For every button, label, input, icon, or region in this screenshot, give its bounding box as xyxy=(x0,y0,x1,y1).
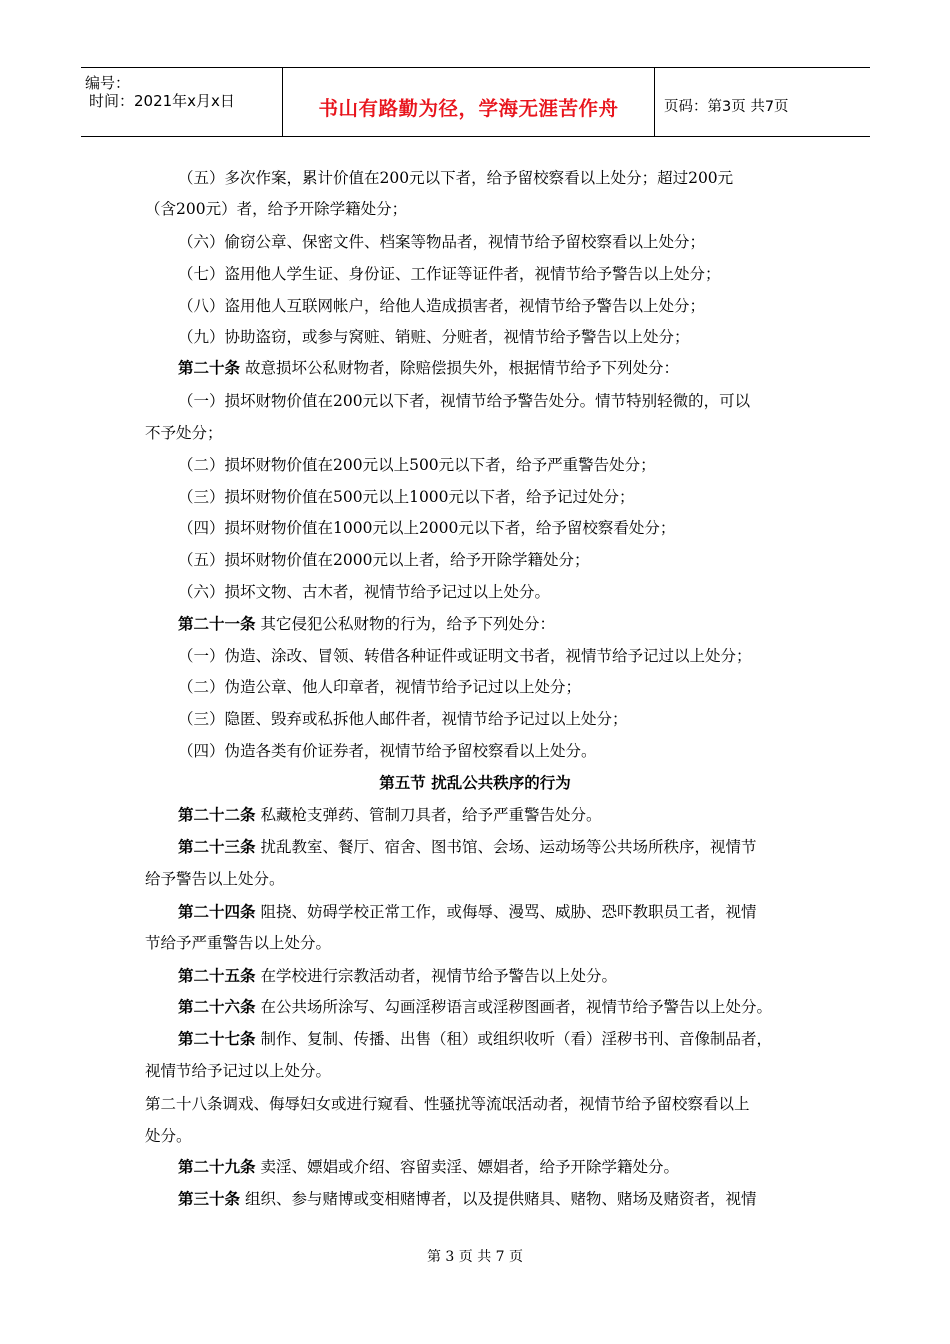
article-heading: 第二十三条 扰乱教室、餐厅、宿舍、图书馆、会场、运动场等公共场所秩序，视情节 xyxy=(178,837,757,856)
paragraph-line: 视情节给予记过以上处分。 xyxy=(145,1062,332,1080)
article-heading: 第二十一条 其它侵犯公私财物的行为，给予下列处分： xyxy=(178,614,555,633)
document-number-label: 编号： xyxy=(85,74,131,92)
paragraph-line: （二）损坏财物价值在200元以上500元以下者，给予严重警告处分； xyxy=(178,456,656,474)
article-heading: 第二十九条 卖淫、嫖娼或介绍、容留卖淫、嫖娼者，给予开除学籍处分。 xyxy=(178,1157,679,1176)
article-heading: 第二十四条 阻挠、妨碍学校正常工作，或侮辱、漫骂、威胁、恐吓教职员工者，视情 xyxy=(178,902,757,921)
paragraph-line: （五）损坏财物价值在2000元以上者，给予开除学籍处分； xyxy=(178,551,590,569)
paragraph-line: （七）盗用他人学生证、身份证、工作证等证件者，视情节给予警告以上处分； xyxy=(178,265,721,283)
header-middle-cell xyxy=(282,68,655,136)
document-date: 时间：2021年x月x日 xyxy=(89,92,235,110)
paragraph-line: （含200元）者，给予开除学籍处分； xyxy=(145,200,408,218)
paragraph-line: （一）损坏财物价值在200元以下者，视情节给予警告处分。情节特别轻微的，可以 xyxy=(178,392,751,410)
paragraph-line: （三）隐匿、毁弃或私拆他人邮件者，视情节给予记过以上处分； xyxy=(178,710,628,728)
paragraph-line: （三）损坏财物价值在500元以上1000元以下者，给予记过处分； xyxy=(178,488,635,506)
article-heading: 第三十条 组织、参与赌博或变相赌博者，以及提供赌具、赌物、赌场及赌资者，视情 xyxy=(178,1189,757,1208)
paragraph-line: （九）协助盗窃，或参与窝赃、销赃、分赃者，视情节给予警告以上处分； xyxy=(178,328,690,346)
article-heading: 第二十二条 私藏枪支弹药、管制刀具者，给予严重警告处分。 xyxy=(178,805,602,824)
paragraph-line: （八）盗用他人互联网帐户，给他人造成损害者，视情节给予警告以上处分； xyxy=(178,297,706,315)
paragraph-line: 不予处分； xyxy=(145,424,223,442)
paragraph-line: 节给予严重警告以上处分。 xyxy=(145,934,332,952)
paragraph-line: （二）伪造公章、他人印章者，视情节给予记过以上处分； xyxy=(178,678,582,696)
paragraph-line: （六）偷窃公章、保密文件、档案等物品者，视情节给予留校察看以上处分； xyxy=(178,233,706,251)
page-footer: 第 3 页 共 7 页 xyxy=(426,1249,524,1265)
paragraph-line: （四）伪造各类有价证券者，视情节给予留校察看以上处分。 xyxy=(178,742,597,760)
paragraph-line: （一）伪造、涂改、冒领、转借各种证件或证明文书者，视情节给予记过以上处分； xyxy=(178,647,752,665)
article-heading: 第二十条 故意损坏公私财物者，除赔偿损失外，根据情节给予下列处分： xyxy=(178,358,679,377)
header-motto: 书山有路勤为径，学海无涯苦作舟 xyxy=(318,97,619,120)
header-right-cell xyxy=(654,68,870,136)
page-header xyxy=(81,67,870,137)
header-left-cell xyxy=(81,68,281,136)
paragraph-line: 处分。 xyxy=(145,1127,192,1145)
paragraph-line: （五）多次作案，累计价值在200元以下者，给予留校察看以上处分；超过200元 xyxy=(178,169,734,187)
paragraph-line: （四）损坏财物价值在1000元以上2000元以下者，给予留校察看处分； xyxy=(178,519,676,537)
header-page-info: 页码：第3页 共7页 xyxy=(664,99,789,115)
article-heading: 第二十六条 在公共场所涂写、勾画淫秽语言或淫秽图画者，视情节给予警告以上处分。 xyxy=(178,997,772,1016)
article-heading: 第二十七条 制作、复制、传播、出售（租）或组织收听（看）淫秽书刊、音像制品者， xyxy=(178,1029,772,1048)
article-heading: 第二十五条 在学校进行宗教活动者，视情节给予警告以上处分。 xyxy=(178,966,617,985)
paragraph-line: （六）损坏文物、古木者，视情节给予记过以上处分。 xyxy=(178,583,551,601)
paragraph-line: 第二十八条调戏、侮辱妇女或进行窥看、性骚扰等流氓活动者，视情节给予留校察看以上 xyxy=(145,1095,750,1113)
paragraph-line: 给予警告以上处分。 xyxy=(145,870,285,888)
section-title: 第五节 扰乱公共秩序的行为 xyxy=(379,773,571,792)
